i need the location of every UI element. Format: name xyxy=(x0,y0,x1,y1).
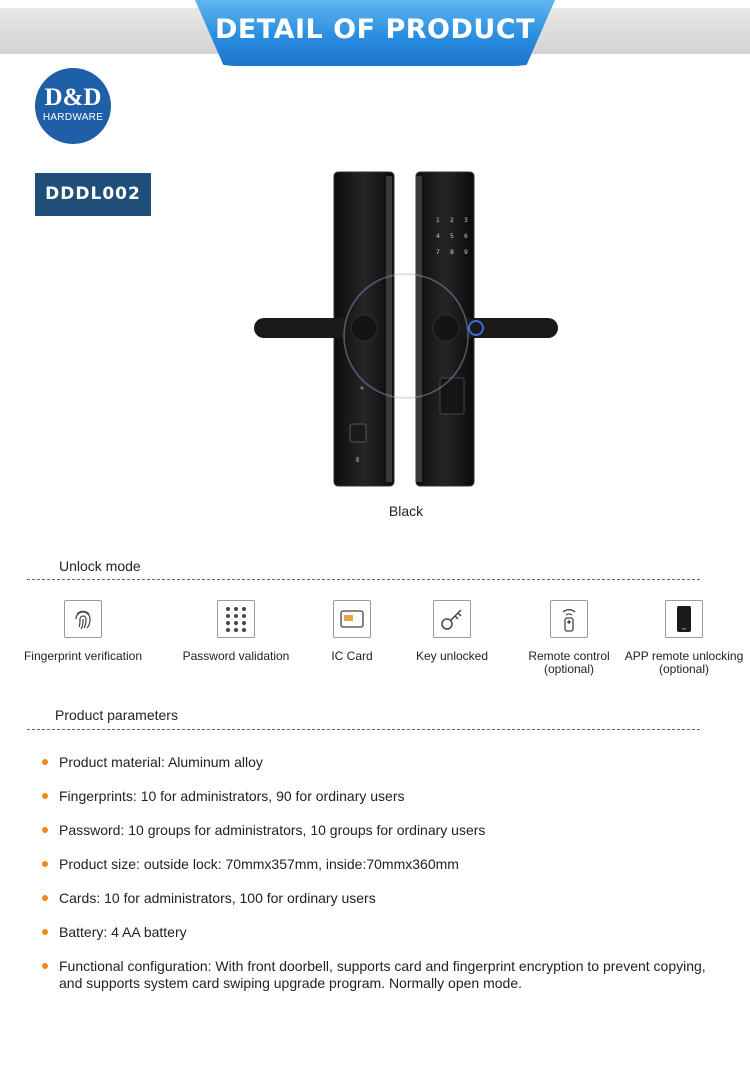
brand-logo xyxy=(35,68,111,144)
card-icon xyxy=(333,600,371,638)
page-title: DETAIL OF PRODUCT xyxy=(214,14,536,45)
key-icon xyxy=(433,600,471,638)
phone-icon xyxy=(665,600,703,638)
svg-text:1: 1 xyxy=(436,217,440,224)
svg-text:8: 8 xyxy=(450,249,454,256)
bullet-icon xyxy=(42,827,48,833)
product-parameters-list xyxy=(42,754,722,992)
unlock-mode-app xyxy=(624,600,744,676)
unlock-mode-remote xyxy=(509,600,629,676)
unlock-mode-key xyxy=(392,600,512,663)
svg-text:5: 5 xyxy=(450,233,454,240)
parameter-item: Functional configuration: With front doorbell, supports card and fingerprint encryption to prevent copying, and supports system card swiping upgrade program. Normally open mode. xyxy=(42,958,722,992)
svg-text:7: 7 xyxy=(436,249,440,256)
bullet-icon xyxy=(42,895,48,901)
unlock-mode-fingerprint xyxy=(23,600,143,663)
svg-text:4: 4 xyxy=(436,233,440,240)
unlock-mode-label: Key unlocked xyxy=(415,649,489,663)
parameter-item: Cards: 10 for administrators, 100 for ordinary users xyxy=(42,890,722,907)
svg-text:2: 2 xyxy=(450,217,454,224)
keypad-icon xyxy=(217,600,255,638)
bullet-icon xyxy=(42,861,48,867)
parameter-item: Fingerprints: 10 for administrators, 90 for ordinary users xyxy=(42,788,722,805)
parameter-item: Battery: 4 AA battery xyxy=(42,924,722,941)
logo-main-text: D&D xyxy=(44,84,102,111)
unlock-mode-label: Password validation xyxy=(182,649,290,663)
unlock-mode-divider xyxy=(27,579,700,580)
svg-text:3: 3 xyxy=(464,217,468,224)
unlock-mode-label: Fingerprint verification xyxy=(23,649,143,663)
model-badge: DDDL002 xyxy=(35,173,151,216)
bullet-icon xyxy=(42,759,48,765)
svg-text:9: 9 xyxy=(464,249,468,256)
unlock-mode-password xyxy=(176,600,296,663)
product-color-label: Black xyxy=(388,503,424,519)
parameter-item: Password: 10 groups for administrators, 10 groups for ordinary users xyxy=(42,822,722,839)
bullet-icon xyxy=(42,929,48,935)
fingerprint-icon xyxy=(64,600,102,638)
parameter-item: Product size: outside lock: 70mmx357mm, inside:70mmx360mm xyxy=(42,856,722,873)
unlock-mode-label: APP remote unlocking (optional) xyxy=(624,649,744,676)
svg-text:6: 6 xyxy=(464,233,468,240)
unlock-mode-heading: Unlock mode xyxy=(59,558,141,574)
bullet-icon xyxy=(42,963,48,969)
smart-door-lock-image xyxy=(250,168,562,488)
unlock-mode-label: Remote control (optional) xyxy=(528,649,610,676)
bullet-icon xyxy=(42,793,48,799)
product-parameters-divider xyxy=(27,729,700,730)
parameter-item: Product material: Aluminum alloy xyxy=(42,754,722,771)
product-parameters-heading: Product parameters xyxy=(55,707,178,723)
unlock-mode-label: IC Card xyxy=(331,649,373,663)
logo-sub-text: HARDWARE xyxy=(42,112,104,123)
remote-icon xyxy=(550,600,588,638)
